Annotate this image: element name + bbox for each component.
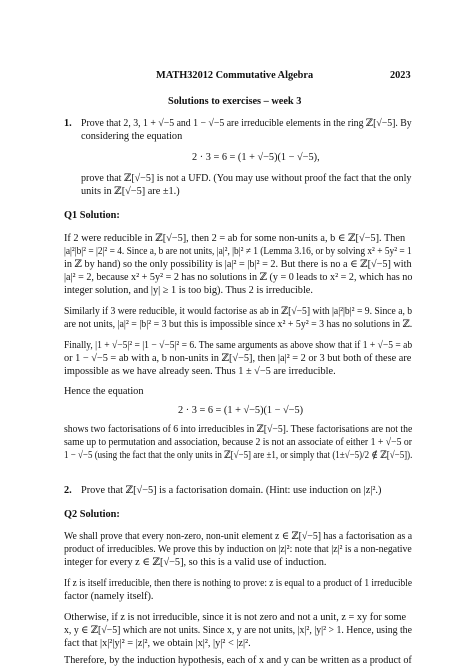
solution-line: Similarly if 3 were reducible, it would factorise as ab in ℤ[√−5] with |a|²|b|² = 9. Since a, b [64, 306, 413, 317]
solution-line: or 1 − √−5 = ab with a, b non-units in ℤ[√−5], then |a|² = 2 or 3 but both of these are [64, 353, 412, 364]
solution-line: If 2 were reducible in ℤ[√−5], then 2 = ab for some non-units a, b ∈ ℤ[√−5]. Then [64, 233, 406, 244]
document-title: Solutions to exercises – week 3 [168, 96, 302, 107]
solution-line: integer for every z ∈ ℤ[√−5], so this is a valid use of induction. [64, 557, 327, 568]
solution-line: Therefore, by the induction hypothesis, each of x and y can be written as a product of [64, 655, 412, 666]
solution-line: impossible as we have already seen. Thus 1 ± √−5 are irreducible. [64, 366, 336, 377]
solution-line: Finally, |1 + √−5|² = |1 − √−5|² = 6. The same arguments as above show that if 1 + √−5 = ab [64, 340, 413, 351]
solution-line: |a|²|b|² = |2|² = 4. Since a, b are not units, |a|², |b|² ≠ 1 (Lemma 3.16, or by solving x² + 5y² = 1 [64, 246, 412, 257]
question-1-line: considering the equation [81, 131, 183, 142]
solution-line: Otherwise, if z is not irreducible, since it is not zero and not a unit, z = xy for some [64, 612, 407, 623]
question-2-text: Prove that ℤ[√−5] is a factorisation domain. (Hint: use induction on |z|².) [81, 485, 382, 496]
solution-line: in ℤ by hand) so the only possibility is |a|² = |b|² = 2. But there is no a ∈ ℤ[√−5] with [64, 259, 412, 270]
solution-line: product of irreducibles. We prove this by induction on |z|²: note that |z|² is a non-negative [64, 544, 412, 555]
solution-line: |a|² = 2, because x² + 5y² = 2 has no solutions in ℤ (y = 0 leads to x² = 2, which has no [64, 272, 413, 283]
solution-line: fact that |x|²|y|² = |z|², we obtain |x|², |y|² < |z|². [64, 638, 251, 649]
solution-line: factor (namely itself). [64, 591, 154, 602]
solution-line: are not units, |a|² = |b|² = 3 but this is impossible since x² + 5y² = 3 has no solutions in ℤ. [64, 319, 413, 330]
question-1-number: 1. [64, 118, 72, 129]
course-title: MATH32012 Commutative Algebra [156, 70, 314, 81]
solution-line: We shall prove that every non-zero, non-unit element z ∈ ℤ[√−5] has a factorisation as a [64, 531, 413, 542]
q2-solution-heading: Q2 Solution: [64, 509, 120, 520]
question-1-equation: 2 · 3 = 6 = (1 + √−5)(1 − √−5), [192, 152, 320, 163]
solution-equation: 2 · 3 = 6 = (1 + √−5)(1 − √−5) [178, 405, 304, 416]
question-1-line: prove that ℤ[√−5] is not a UFD. (You may use without proof the fact that the only [81, 173, 412, 184]
solution-line: same up to permutation and association, because 2 is not an associate of either 1 + √−5 or [64, 437, 412, 448]
solution-line: shows two factorisations of 6 into irreducibles in ℤ[√−5]. These factorisations are not the [64, 424, 413, 435]
year: 2023 [390, 70, 411, 81]
solution-line: integer solution, and |y| ≥ 1 is too big). Thus 2 is irreducible. [64, 285, 313, 296]
solution-line: If z is itself irreducible, then there is nothing to prove: z is equal to a product of 1 irreducible [64, 578, 413, 589]
solution-line: Hence the equation [64, 386, 144, 397]
solution-line: 1 − √−5 (using the fact that the only units in ℤ[√−5] are ±1, or simply that (1±√−5)/2 ∉ ℤ[√−5]). [64, 450, 413, 461]
q1-solution-heading: Q1 Solution: [64, 210, 120, 221]
question-1-line: units in ℤ[√−5] are ±1.) [81, 186, 180, 197]
question-1-line: Prove that 2, 3, 1 + √−5 and 1 − √−5 are irreducible elements in the ring ℤ[√−5]. By [81, 118, 412, 129]
question-2-number: 2. [64, 485, 72, 496]
solution-line: x, y ∈ ℤ[√−5] which are not units. Since x, y are not units, |x|², |y|² > 1. Hence, using the [64, 625, 412, 636]
